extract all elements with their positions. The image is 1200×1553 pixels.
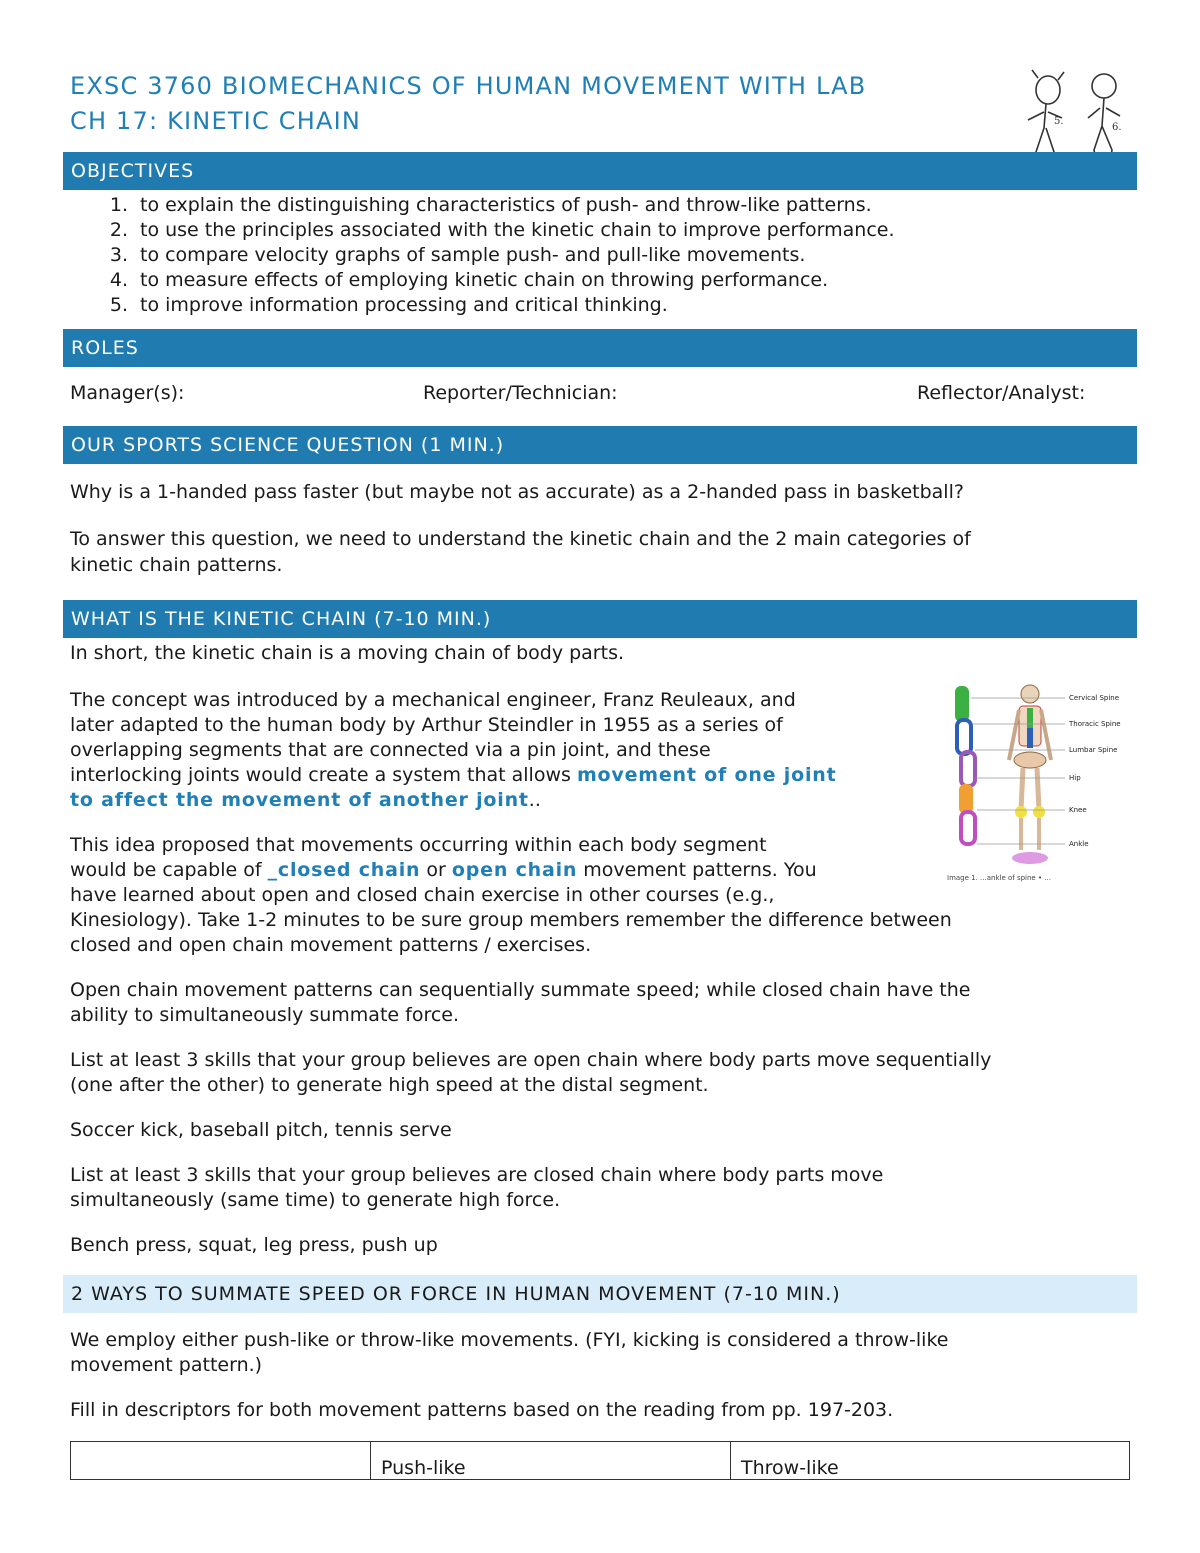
kinetic-chain-figure <box>945 680 1125 885</box>
chapter-title: CH 17: KINETIC CHAIN <box>70 107 361 135</box>
list-item: 5. to improve information processing and critical thinking. <box>109 294 668 316</box>
concept-line: The concept was introduced by a mechanical engineer, Franz Reuleaux, and <box>70 689 796 711</box>
idea-line: This idea proposed that movements occurring within each body segment <box>70 834 767 856</box>
idea-line: would be capable of _closed chain or open chain movement patterns. You <box>70 859 817 881</box>
idea-line: closed and open chain movement patterns / exercises. <box>70 934 592 956</box>
objectives-list <box>70 193 895 318</box>
roles-heading: ROLES <box>63 329 1137 367</box>
page-title: EXSC 3760 BIOMECHANICS OF HUMAN MOVEMENT WITH LAB <box>70 72 867 100</box>
svg-text:5.: 5. <box>1054 116 1064 127</box>
prompt-closed-chain: List at least 3 skills that your group believes are closed chain where body parts move <box>70 1164 884 1186</box>
role-reflector-label: Reflector/Analyst: <box>917 382 1086 404</box>
figure-label: Ankle <box>1069 840 1089 848</box>
figure-label: Hip <box>1069 774 1081 782</box>
column-header-push: Push-like <box>371 1442 731 1480</box>
figure-label: Lumbar Spine <box>1069 746 1118 754</box>
figure-caption: Image 1. ...ankle of spine • ... <box>947 874 1051 882</box>
prompt-closed-chain: simultaneously (same time) to generate high force. <box>70 1189 561 1211</box>
kinetic-intro: In short, the kinetic chain is a moving chain of body parts. <box>70 642 625 664</box>
idea-line: Kinesiology). Take 1-2 minutes to be sure group members remember the difference between <box>70 909 952 931</box>
open-chain-term: open chain <box>451 859 578 881</box>
prompt-open-chain: List at least 3 skills that your group believes are open chain where body parts move sequentially <box>70 1049 992 1071</box>
role-reporter-label: Reporter/Technician: <box>423 382 618 404</box>
ways-heading: 2 WAYS TO SUMMATE SPEED OR FORCE IN HUMAN MOVEMENT (7-10 MIN.) <box>63 1275 1137 1313</box>
concept-line: to affect the movement of another joint.. <box>70 789 541 811</box>
question-context-line2: kinetic chain patterns. <box>70 554 283 576</box>
question-context-line1: To answer this question, we need to understand the kinetic chain and the 2 main categories of <box>70 528 971 550</box>
idea-line: have learned about open and closed chain exercise in other courses (e.g., <box>70 884 775 906</box>
ways-text: We employ either push-like or throw-like movements. (FYI, kicking is considered a throw-like <box>70 1329 949 1351</box>
highlight-text: to affect the movement of another joint <box>70 789 529 811</box>
table-cell[interactable] <box>71 1442 371 1480</box>
list-item: 4. to measure effects of employing kinetic chain on throwing performance. <box>109 269 829 291</box>
ways-text: movement pattern.) <box>70 1354 263 1376</box>
list-item: 1. to explain the distinguishing characteristics of push- and throw-like patterns. <box>109 194 872 216</box>
figure-label: Knee <box>1069 806 1087 814</box>
figure-label: Cervical Spine <box>1069 694 1120 702</box>
open-chain-line: ability to simultaneously summate force. <box>70 1004 460 1026</box>
highlight-text: movement of one joint <box>576 764 837 786</box>
list-item: 3. to compare velocity graphs of sample push- and pull-like movements. <box>109 244 806 266</box>
objectives-heading: OBJECTIVES <box>63 152 1137 190</box>
table-row <box>71 1442 1130 1480</box>
role-manager-label: Manager(s): <box>70 382 185 404</box>
closed-chain-term: _closed chain <box>267 859 421 881</box>
ways-instructions: Fill in descriptors for both movement patterns based on the reading from pp. 197-203. <box>70 1399 894 1421</box>
column-header-throw: Throw-like <box>731 1442 1130 1480</box>
svg-text:6.: 6. <box>1112 122 1122 133</box>
kinetic-chain-heading: WHAT IS THE KINETIC CHAIN (7-10 MIN.) <box>63 600 1137 638</box>
answer-open-chain: Soccer kick, baseball pitch, tennis serve <box>70 1119 452 1141</box>
concept-line: later adapted to the human body by Arthur Steindler in 1955 as a series of <box>70 714 783 736</box>
open-chain-line: Open chain movement patterns can sequentially summate speed; while closed chain have the <box>70 979 971 1001</box>
prompt-open-chain: (one after the other) to generate high speed at the distal segment. <box>70 1074 709 1096</box>
concept-line: overlapping segments that are connected via a pin joint, and these <box>70 739 711 761</box>
question-text: Why is a 1-handed pass faster (but maybe not as accurate) as a 2-handed pass in basketball? <box>70 481 964 503</box>
descriptor-table <box>70 1441 1130 1480</box>
answer-closed-chain: Bench press, squat, leg press, push up <box>70 1234 438 1256</box>
figure-label: Thoracic Spine <box>1069 720 1121 728</box>
list-item: 2. to use the principles associated with the kinetic chain to improve performance. <box>109 219 895 241</box>
question-heading: OUR SPORTS SCIENCE QUESTION (1 MIN.) <box>63 426 1137 464</box>
concept-line: interlocking joints would create a system that allows movement of one joint <box>70 764 837 786</box>
